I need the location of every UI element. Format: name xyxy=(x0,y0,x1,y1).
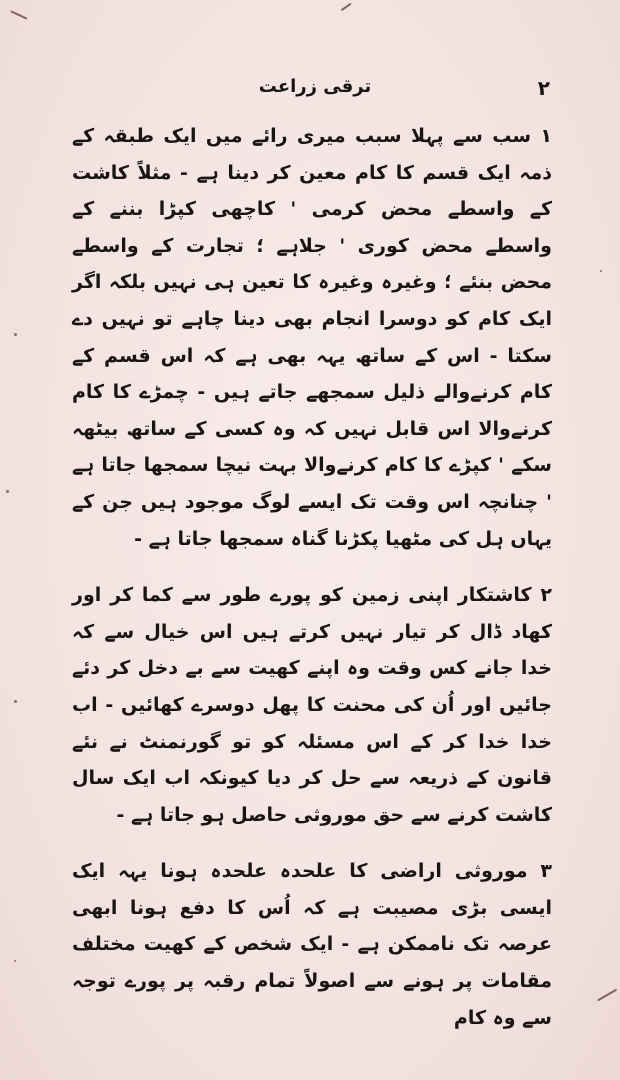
scan-speck xyxy=(14,700,17,703)
paragraph-3: ۳ موروثی اراضی کا علحدہ علحدہ ہونا یہہ ایک ایسی بڑی مصیبت ہے کہ اُس کا دفع ہونا ابھی عرصہ تک ناممکن ہے - ایک شخص کے کھیت مختلف مقامات پر ہونے سے اصولاً تمام رقبہ پر پورے توجہ سے وہ کام xyxy=(72,860,552,1029)
scan-scratch xyxy=(597,989,617,1001)
body-text xyxy=(72,118,552,1036)
page-header xyxy=(80,76,550,106)
scan-speck xyxy=(14,333,17,336)
scan-speck xyxy=(600,270,602,272)
scan-scratch xyxy=(341,3,352,11)
page-number: ۲ xyxy=(537,76,550,100)
paragraph-2: ۲ کاشتکار اپنی زمین کو پورے طور سے کما کر اور کھاد ڈال کر تیار نہیں کرتے ہیں اس خیال سے کہ خدا جانے کس وقت وہ اپنے کھیت سے بے دخل کر دئے جائیں اور اُن کی محنت کا پھل دوسرے کھائیں - اب خدا خدا کر کے اس مسئلہ کو تو گورنمنٹ نے نئے قانون کے ذریعہ سے حل کر دیا کیونکہ اب ایک سال کاشت کرنے سے حق موروثی حاصل ہو جاتا ہے - xyxy=(72,584,552,826)
running-title: ترقی زراعت xyxy=(258,76,372,97)
paragraph-1: ۱ سب سے پہلا سبب میری رائے میں ایک طبقہ کے ذمہ ایک قسم کا کام معین کر دینا ہے - مثلاً کاشت کے واسطے محض کرمی ' کاچھی کپڑا بننے کے واسطے محض کوری ' جلاہے ؛ تجارت کے واسطے محض بنئے ؛ وغیرہ وغیرہ کا تعین ہی نہیں بلکہ اگر ایک کام کو دوسرا انجام بھی دینا چاہے تو نہیں دے سکتا - اس کے ساتھ یہہ بھی ہے کہ اس قسم کے کام کرنےوالے ذلیل سمجھے جاتے ہیں - چمڑے کا کام کرنےوالا اس قابل نہیں کہ وہ کسی کے ساتھ بیٹھہ سکے ' کپڑے کا کام کرنےوالا بہت نیچا سمجھا جاتا ہے ' چنانچہ اس وقت تک ایسے لوگ موجود ہیں جن کے یہاں ہل کی مٹھیا پکڑنا گناہ سمجھا جاتا ہے - xyxy=(72,125,552,550)
scan-scratch xyxy=(11,10,28,19)
scan-speck xyxy=(14,960,16,962)
scan-speck xyxy=(6,490,9,493)
